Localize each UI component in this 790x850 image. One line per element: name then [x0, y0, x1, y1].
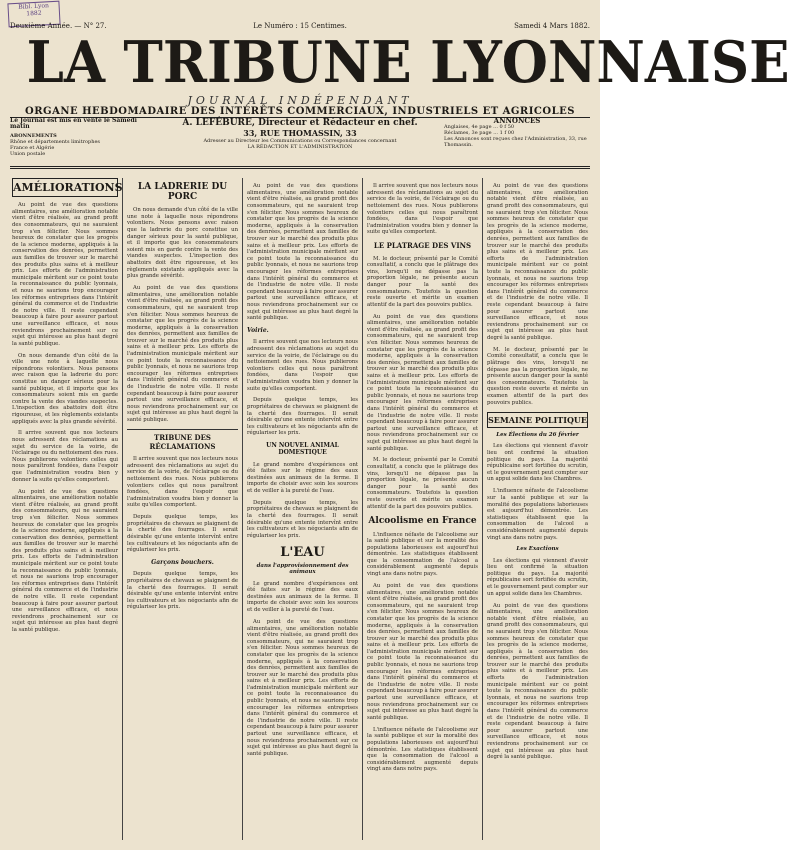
column-rule [482, 178, 483, 840]
article-text: Depuis quelque temps, les propriétaires de chevaux se plaignent de la cherté des fourrages. Il serait désirable qu'une entente intervînt entre les cultivateurs et les négociants afin de régulariser les prix. [247, 499, 358, 539]
article-text: Au point de vue des questions alimentaires, une amélioration notable vient d'être réalisée, au grand profit des consommateurs, qui ne sauraient trop s'en féliciter. Nous sommes heureux de constater que les progrès de la science moderne, appliqués à la conservation des denrées, permettent aux familles de trouver sur le marché des produits plus sains et à meilleur prix. Les efforts de l'administration municipale méritent sur ce point toute la reconnaissance du public lyonnais, et nous ne saurions trop encourager les réformes entreprises dans l'intérêt général du commerce et de l'industrie de notre ville. Il reste cependant beaucoup à faire pour assurer partout une surveillance efficace, et nous reviendrons prochainement sur ce sujet qui intéresse au plus haut degré la santé publique. [247, 618, 358, 757]
article-text: On nous demande d'un côté de la ville une note à laquelle nous répondrons volontiers. Nous pensons avec raison que la ladrerie du porc constitue un danger sérieux pour la santé publique, et il importe que les consommateurs soient mis en garde contre la vente des viandes suspectes. L'inspection des abattoirs doit être rigoureuse, et les règlements existants appliqués avec la plus grande sévérité. [127, 207, 238, 280]
article-text: Depuis quelque temps, les propriétaires de chevaux se plaignent de la cherté des fourrages. Il serait désirable qu'une entente intervînt entre les cultivateurs et les négociants afin de régulariser les prix. [127, 514, 238, 554]
article-text: M. le docteur, présenté par le Comité consultatif, a conclu que le plâtrage des vins, lorsqu'il ne dépasse pas la proportion légale, ne présente aucun danger pour la santé des consommateurs. Toutefois la question reste ouverte et mérite un examen attentif de la part des pouvoirs publics. [487, 346, 588, 406]
article-text: Au point de vue des questions alimentaires, une amélioration notable vient d'être réalisée, au grand profit des consommateurs, qui ne sauraient trop s'en féliciter. Nous sommes heureux de constater que les progrès de la science moderne, appliqués à la conservation des denrées, permettent aux familles de trouver sur le marché des produits plus sains et à meilleur prix. Les efforts de l'administration municipale méritent sur ce point toute la reconnaissance du public lyonnais, et nous ne saurions trop encourager les réformes entreprises dans l'intérêt général du commerce et de l'industrie de notre ville. Il reste cependant beaucoup à faire pour assurer partout une surveillance efficace, et nous reviendrons prochainement sur ce sujet qui intéresse au plus haut degré la santé publique. [367, 582, 478, 721]
article-text: M. le docteur, présenté par le Comité consultatif, a conclu que le plâtrage des vins, lorsqu'il ne dépasse pas la proportion légale, ne présente aucun danger pour la santé des consommateurs. Toutefois la question reste ouverte et mérite un examen attentif de la part des pouvoirs publics. [367, 255, 478, 308]
section-heading: AMÉLIORATIONS [13, 181, 123, 194]
article-text: Il arrive souvent que nos lecteurs nous adressent des réclamations au sujet du service de la voirie, de l'éclairage ou du nettoiement des rues. Nous publierons volontiers celles qui nous paraîtront fondées, dans l'espoir que l'administration voudra bien y donner la suite qu'elles comportent. [367, 183, 478, 236]
article-text: Au point de vue des questions alimentaires, une amélioration notable vient d'être réalisée, au grand profit des consommateurs, qui ne sauraient trop s'en féliciter. Nous sommes heureux de constater que les progrès de la science moderne, appliqués à la conservation des denrées, permettent aux familles de trouver sur le marché des produits plus sains et à meilleur prix. Les efforts de l'administration municipale méritent sur ce point toute la reconnaissance du public lyonnais, et nous ne saurions trop encourager les réformes entreprises dans l'intérêt général du commerce et de l'industrie de notre ville. Il reste cependant beaucoup à faire pour assurer partout une surveillance efficace, et nous reviendrons prochainement sur ce sujet qui intéresse au plus haut degré la santé publique. [247, 183, 358, 322]
article-text: L'influence néfaste de l'alcoolisme sur la santé publique et sur la moralité des populations laborieuses est aujourd'hui démontrée. Les statistiques établissent que la consommation de l'alcool a considérablement augmenté depuis vingt ans dans notre pays. [487, 488, 588, 541]
issue-date: Samedi 4 Mars 1882. [514, 22, 590, 30]
section-subheading: dans l'approvisionnement des animaux [256, 563, 349, 576]
article-text: Au point de vue des questions alimentaires, une amélioration notable vient d'être réalisée, au grand profit des consommateurs, qui ne sauraient trop s'en féliciter. Nous sommes heureux de constater que les progrès de la science moderne, appliqués à la conservation des denrées, permettent aux familles de trouver sur le marché des produits plus sains et à meilleur prix. Les efforts de l'administration municipale méritent sur ce point toute la reconnaissance du public lyonnais, et nous ne saurions trop encourager les réformes entreprises dans l'intérêt général du commerce et de l'industrie de notre ville. Il reste cependant beaucoup à faire pour assurer partout une surveillance efficace, et nous reviendrons prochainement sur ce sujet qui intéresse au plus haut degré la santé publique. [367, 313, 478, 452]
article-text: Au point de vue des questions alimentaires, une amélioration notable vient d'être réalisée, au grand profit des consommateurs, qui ne sauraient trop s'en féliciter. Nous sommes heureux de constater que les progrès de la science moderne, appliqués à la conservation des denrées, permettent aux familles de trouver sur le marché des produits plus sains et à meilleur prix. Les efforts de l'administration municipale méritent sur ce point toute la reconnaissance du public lyonnais, et nous ne saurions trop encourager les réformes entreprises dans l'intérêt général du commerce et de l'industrie de notre ville. Il reste cependant beaucoup à faire pour assurer partout une surveillance efficace, et nous reviendrons prochainement sur ce sujet qui intéresse au plus haut degré la santé publique. [12, 202, 118, 347]
divider [10, 166, 590, 167]
article-text: L'influence néfaste de l'alcoolisme sur la santé publique et sur la moralité des populations laborieuses est aujourd'hui démontrée. Les statistiques établissent que la consommation de l'alcool a considérablement augmenté depuis vingt ans dans notre pays. [367, 726, 478, 773]
section-heading: Voirie. [247, 327, 269, 335]
issue-price: Le Numéro : 15 Centimes. [253, 22, 347, 30]
section-heading: TRIBUNE DES RÉCLAMATIONS [127, 429, 238, 451]
section-subheading: Les Exactions [516, 546, 559, 553]
publisher-name: A. LEFÉBURE, Directeur et Rédacteur en chef. [182, 118, 418, 128]
column-rule [242, 178, 243, 840]
article-text: Il arrive souvent que nos lecteurs nous adressent des réclamations au sujet du service de la voirie, de l'éclairage ou du nettoiement des rues. Nous publierons volontiers celles qui nous paraîtront fondées, dans l'espoir que l'administration voudra bien y donner la suite qu'elles comportent. [127, 456, 238, 509]
section-box [487, 412, 588, 428]
section-heading: LE PLATRAGE DES VINS [373, 241, 472, 251]
column-rule [362, 178, 363, 840]
issue-number: Deuxième Année. — N° 27. [10, 22, 107, 30]
article-text: Depuis quelque temps, les propriétaires de chevaux se plaignent de la cherté des fourrages. Il serait désirable qu'une entente intervînt entre les cultivateurs et les négociants afin de régulariser les prix. [247, 397, 358, 437]
section-heading: Alcoolisme en France [368, 516, 477, 527]
masthead-title: LA TRIBUNE LYONNAISE [26, 29, 790, 96]
article-text: Il arrive souvent que nos lecteurs nous adressent des réclamations au sujet du service de la voirie, de l'éclairage ou du nettoiement des rues. Nous publierons volontiers celles qui nous paraîtront fondées, dans l'espoir que l'administration voudra bien y donner la suite qu'elles comportent. [247, 339, 358, 392]
divider [10, 168, 590, 169]
column-4 [367, 178, 478, 840]
article-text: Au point de vue des questions alimentaires, une amélioration notable vient d'être réalisée, au grand profit des consommateurs, qui ne sauraient trop s'en féliciter. Nous sommes heureux de constater que les progrès de la science moderne, appliqués à la conservation des denrées, permettent aux familles de trouver sur le marché des produits plus sains et à meilleur prix. Les efforts de l'administration municipale méritent sur ce point toute la reconnaissance du public lyonnais, et nous ne saurions trop encourager les réformes entreprises dans l'intérêt général du commerce et de l'industrie de notre ville. Il reste cependant beaucoup à faire pour assurer partout une surveillance efficace, et nous reviendrons prochainement sur ce sujet qui intéresse au plus haut degré la santé publique. [12, 488, 118, 633]
column-rule [122, 178, 123, 840]
publisher-block: A. LEFÉBURE, Directeur et Rédacteur en chef. 33, RUE THOMASSIN, 33 Adresser au Directeur les Communications ou Correspondances concernant LA RÉDACTION ET L'ADMINISTRATION [160, 118, 440, 150]
article-text: Au point de vue des questions alimentaires, une amélioration notable vient d'être réalisée, au grand profit des consommateurs, qui ne sauraient trop s'en féliciter. Nous sommes heureux de constater que les progrès de la science moderne, appliqués à la conservation des denrées, permettent aux familles de trouver sur le marché des produits plus sains et à meilleur prix. Les efforts de l'administration municipale méritent sur ce point toute la reconnaissance du public lyonnais, et nous ne saurions trop encourager les réformes entreprises dans l'intérêt général du commerce et de l'industrie de notre ville. Il reste cependant beaucoup à faire pour assurer partout une surveillance efficace, et nous reviendrons prochainement sur ce sujet qui intéresse au plus haut degré la santé publique. [487, 602, 588, 761]
article-text: Le grand nombre d'expériences ont été faites sur le régime des eaux destinées aux animaux de la ferme. Il importe de choisir avec soin les sources et de veiller à la pureté de l'eau. [247, 580, 358, 614]
masthead-organe: ORGANE HEBDOMADAIRE DES INTÉRÊTS COMMERCIAUX, INDUSTRIELS ET AGRICOLES [25, 106, 575, 117]
article-text: Il arrive souvent que nos lecteurs nous adressent des réclamations au sujet du service de la voirie, de l'éclairage ou du nettoiement des rues. Nous publierons volontiers celles qui nous paraîtront fondées, dans l'espoir que l'administration voudra bien y donner la suite qu'elles comportent. [12, 430, 118, 483]
column-1 [12, 178, 123, 840]
publisher-address: 33, RUE THOMASSIN, 33 [243, 128, 357, 138]
section-subheading: Les Élections du 26 février [496, 432, 579, 439]
column-5 [487, 178, 588, 840]
article-text: Les élections qui viennent d'avoir lieu ont confirmé la situation politique du pays. La majorité républicaine sort fortifiée du scrutin, et le gouvernement peut compter sur un appui solide dans les Chambres. [487, 443, 588, 483]
article-text: On nous demande d'un côté de la ville une note à laquelle nous répondrons volontiers. Nous pensons avec raison que la ladrerie du porc constitue un danger sérieux pour la santé publique, et il importe que les consommateurs soient mis en garde contre la vente des viandes suspectes. L'inspection des abattoirs doit être rigoureuse, et les règlements existants appliqués avec la plus grande sévérité. [12, 352, 118, 425]
article-text: Depuis quelque temps, les propriétaires de chevaux se plaignent de la cherté des fourrages. Il serait désirable qu'une entente intervînt entre les cultivateurs et les négociants afin de régulariser les prix. [127, 571, 238, 611]
library-stamp: Bibl. Lyon 1882 [7, 1, 60, 28]
section-heading: LA LADRERIE DU PORC [137, 182, 228, 202]
article-text: L'influence néfaste de l'alcoolisme sur la santé publique et sur la moralité des populations laborieuses est aujourd'hui démontrée. Les statistiques établissent que la consommation de l'alcool a considérablement augmenté depuis vingt ans dans notre pays. [367, 531, 478, 578]
section-heading: UN NOUVEL ANIMAL DOMESTIQUE [266, 442, 339, 457]
subscription-box: Le Journal est mis en vente le Samedi matin ABONNEMENTS Rhône et départements limitrophes France et Algérie Union postale [10, 117, 137, 157]
masthead-subtitle: JOURNAL INDÉPENDANT [187, 94, 413, 107]
advertising-box: ANNONCES Anglaises, 4e page ... 0 f 50 Réclames, 3e page ... 1 f 00 Les Annonces sont reçues chez l'Administration, 33, rue Thomassin. [444, 116, 587, 148]
article-text: Les élections qui viennent d'avoir lieu ont confirmé la situation politique du pays. La majorité républicaine sort fortifiée du scrutin, et le gouvernement peut compter sur un appui solide dans les Chambres. [487, 557, 588, 597]
article-text: Au point de vue des questions alimentaires, une amélioration notable vient d'être réalisée, au grand profit des consommateurs, qui ne sauraient trop s'en féliciter. Nous sommes heureux de constater que les progrès de la science moderne, appliqués à la conservation des denrées, permettent aux familles de trouver sur le marché des produits plus sains et à meilleur prix. Les efforts de l'administration municipale méritent sur ce point toute la reconnaissance du public lyonnais, et nous ne saurions trop encourager les réformes entreprises dans l'intérêt général du commerce et de l'industrie de notre ville. Il reste cependant beaucoup à faire pour assurer partout une surveillance efficace, et nous reviendrons prochainement sur ce sujet qui intéresse au plus haut degré la santé publique. [127, 285, 238, 423]
article-text: Au point de vue des questions alimentaires, une amélioration notable vient d'être réalisée, au grand profit des consommateurs, qui ne sauraient trop s'en féliciter. Nous sommes heureux de constater que les progrès de la science moderne, appliqués à la conservation des denrées, permettent aux familles de trouver sur le marché des produits plus sains et à meilleur prix. Les efforts de l'administration municipale méritent sur ce point toute la reconnaissance du public lyonnais, et nous ne saurions trop encourager les réformes entreprises dans l'intérêt général du commerce et de l'industrie de notre ville. Il reste cependant beaucoup à faire pour assurer partout une surveillance efficace, et nous reviendrons prochainement sur ce sujet qui intéresse au plus haut degré la santé publique. [487, 183, 588, 341]
article-text: Le grand nombre d'expériences ont été faites sur le régime des eaux destinées aux animaux de la ferme. Il importe de choisir avec soin les sources et de veiller à la pureté de l'eau. [247, 461, 358, 494]
section-heading: Garçons bouchers. [151, 559, 214, 567]
column-3 [247, 178, 358, 840]
column-2 [127, 178, 238, 840]
section-box [12, 178, 123, 197]
section-heading: L'EAU [280, 545, 325, 561]
section-heading: SEMAINE POLITIQUE [488, 415, 587, 426]
article-text: M. le docteur, présenté par le Comité consultatif, a conclu que le plâtrage des vins, lorsqu'il ne dépasse pas la proportion légale, ne présente aucun danger pour la santé des consommateurs. Toutefois la question reste ouverte et mérite un examen attentif de la part des pouvoirs publics. [367, 457, 478, 510]
